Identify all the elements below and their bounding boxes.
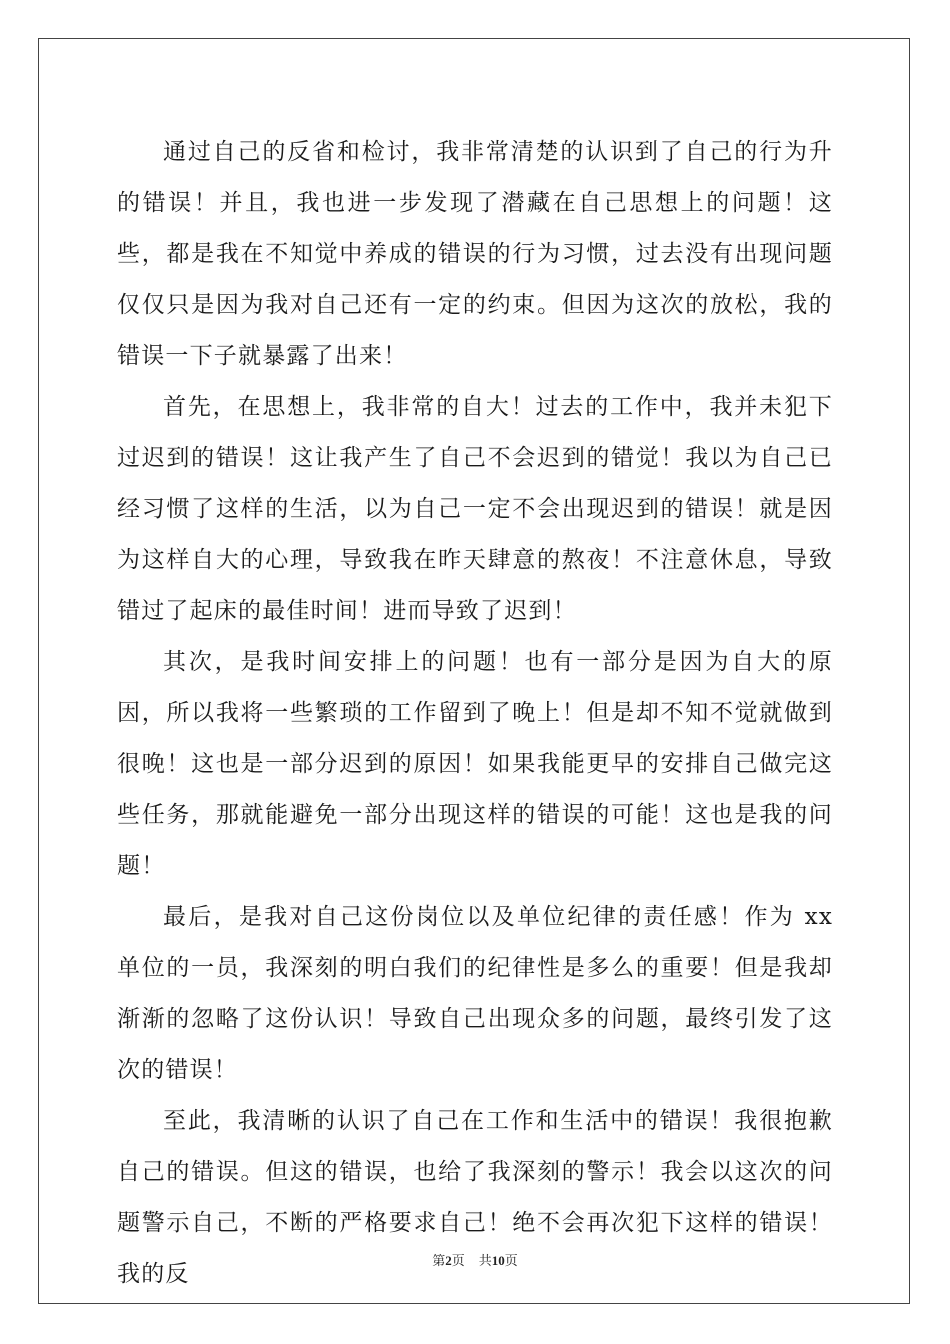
page-number: 2 bbox=[445, 1253, 452, 1268]
paragraph-4: 最后，是我对自己这份岗位以及单位纪律的责任感！作为 xx 单位的一员，我深刻的明白我们的纪律性是多么的重要！但是我却渐渐的忽略了这份认识！导致自己出现众多的问题，最终引发了这次的错误！ bbox=[117, 904, 833, 1083]
paragraph-1: 通过自己的反省和检讨，我非常清楚的认识到了自己的行为升的错误！并且，我也进一步发现了潜藏在自己思想上的问题！这些，都是我在不知觉中养成的错误的行为习惯，过去没有出现问题仅仅只是因为我对自己还有一定的约束。但因为这次的放松，我的错误一下子就暴露了出来！ bbox=[117, 139, 833, 369]
document-body bbox=[117, 127, 833, 1300]
total-suffix: 页 bbox=[504, 1253, 518, 1268]
total-pages: 10 bbox=[491, 1253, 505, 1268]
paragraph-5: 至此，我清晰的认识了自己在工作和生活中的错误！我很抱歉自己的错误。但这的错误，也给了我深刻的警示！我会以这次的问题警示自己，不断的严格要求自己！绝不会再次犯下这样的错误！我的反 bbox=[117, 1108, 833, 1287]
page-suffix: 页 bbox=[451, 1253, 465, 1268]
total-prefix: 共 bbox=[478, 1253, 492, 1268]
page-prefix: 第 bbox=[432, 1253, 446, 1268]
page-footer bbox=[0, 1250, 950, 1269]
paragraph-3: 其次，是我时间安排上的问题！也有一部分是因为自大的原因，所以我将一些繁琐的工作留到了晚上！但是却不知不觉就做到很晚！这也是一部分迟到的原因！如果我能更早的安排自己做完这些任务，那就能避免一部分出现这样的错误的可能！这也是我的问题！ bbox=[117, 649, 833, 879]
paragraph-2: 首先，在思想上，我非常的自大！过去的工作中，我并未犯下过迟到的错误！这让我产生了自己不会迟到的错觉！我以为自己已经习惯了这样的生活，以为自己一定不会出现迟到的错误！就是因为这样自大的心理，导致我在昨天肆意的熬夜！不注意休息，导致错过了起床的最佳时间！进而导致了迟到！ bbox=[117, 394, 833, 624]
